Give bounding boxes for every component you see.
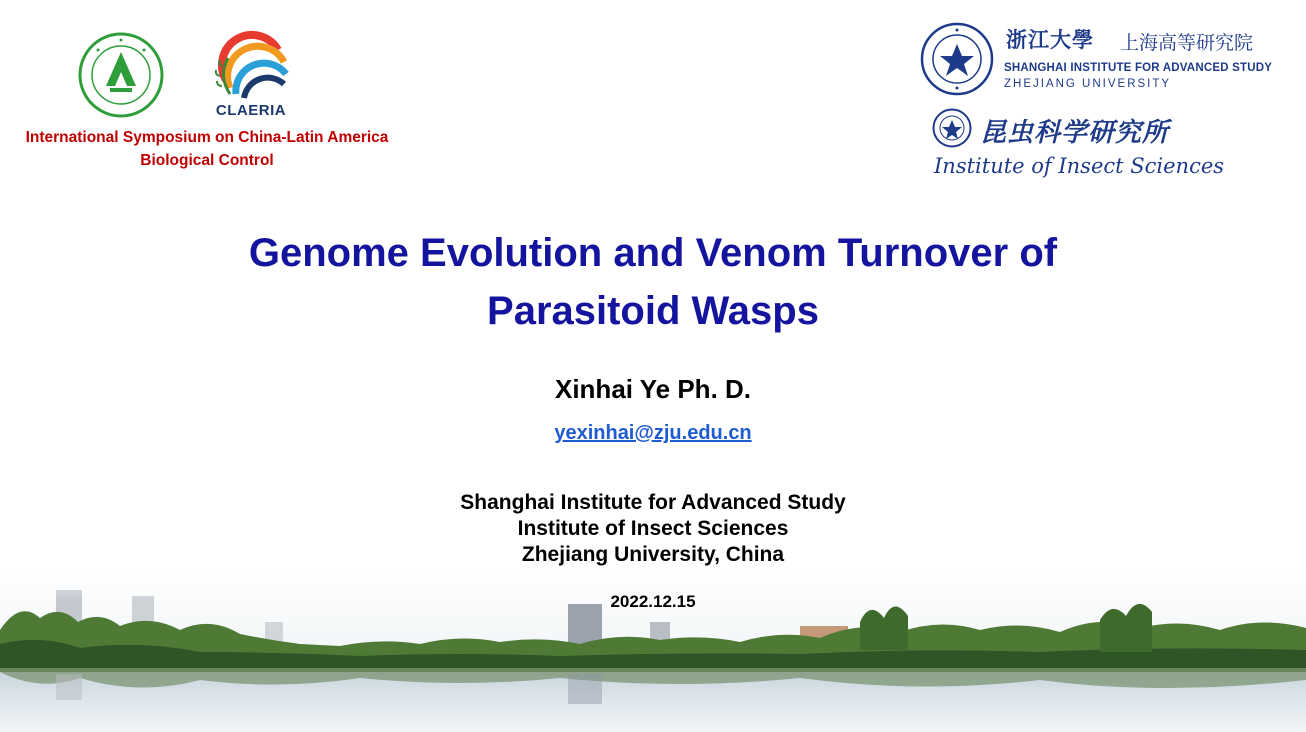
symposium-name	[6, 126, 408, 172]
affiliation-line-1: Shanghai Institute for Advanced Study	[460, 491, 846, 514]
email-link[interactable]: yexinhai@zju.edu.cn	[554, 422, 752, 444]
presentation-date: 2022.12.15	[610, 592, 696, 611]
claeria-logo	[208, 28, 294, 124]
affiliation-line-2: Institute of Insect Sciences	[517, 517, 789, 540]
iis-name-en: Institute of Insect Sciences	[934, 154, 1225, 178]
presentation-title	[0, 224, 1306, 340]
zju-name-en: ZHEJIANG UNIVERSITY	[1004, 78, 1172, 90]
author-name: Xinhai Ye Ph. D.	[554, 374, 752, 404]
title-line-1: Genome Evolution and Venom Turnover of	[248, 231, 1058, 275]
symposium-line-2: Biological Control	[140, 152, 274, 169]
sias-name-cn: 上海高等研究院	[1120, 32, 1254, 54]
symposium-line-1: International Symposium on China-Latin America	[25, 129, 389, 146]
iis-seal-icon	[932, 108, 972, 148]
zju-sias-logo	[920, 22, 1280, 98]
sias-name-en: SHANGHAI INSTITUTE FOR ADVANCED STUDY	[1004, 62, 1273, 74]
zju-name-cn: 浙江大學	[1006, 27, 1094, 52]
lake-landscape-image	[0, 560, 1306, 732]
iis-name-cn: 昆虫科学研究所	[980, 118, 1170, 148]
title-line-2: Parasitoid Wasps	[487, 289, 819, 333]
affiliation-line-3: Zhejiang University, China	[521, 543, 785, 566]
email-row	[0, 422, 1306, 445]
claeria-label: CLAERIA	[215, 102, 287, 119]
scau-logo-icon	[78, 32, 164, 118]
iis-logo	[930, 108, 1225, 188]
affiliations	[0, 490, 1306, 568]
claeria-logo-icon	[208, 28, 294, 102]
zju-seal-icon	[920, 22, 994, 96]
